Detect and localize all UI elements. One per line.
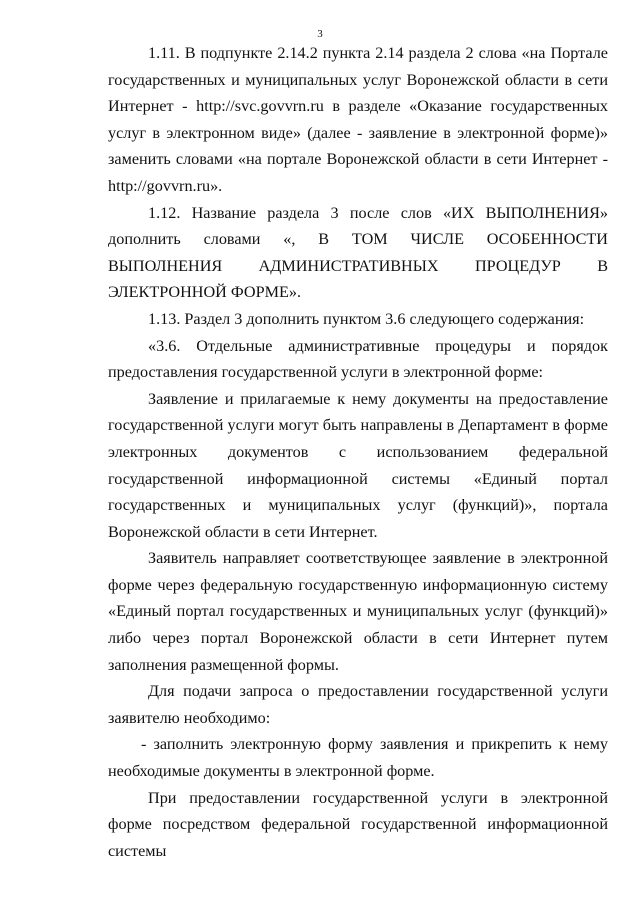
paragraph-request-requirements: Для подачи запроса о предоставлении государственной услуги заявителю необходимо: <box>108 682 608 727</box>
paragraph-fill-form-item: - заполнить электронную форму заявления и прикрепить к нему необходимые документы в электронной форме. <box>108 735 608 781</box>
page-number: 3 <box>317 28 323 40</box>
paragraph-1-13: 1.13. Раздел 3 дополнить пунктом 3.6 следующего содержания: <box>148 309 585 328</box>
paragraph-applicant-submission: Заявитель направляет соответствующее заявление в электронной форме через федеральную государственную информационную систему «Единый портал государственных и муниципальных услуг (функций)» либо через портал Воронежской области в сети Интернет путем заполнения размещенной формы. <box>108 549 608 674</box>
document-body <box>108 40 608 864</box>
paragraph-1-11: 1.11. В подпункте 2.14.2 пункта 2.14 раздела 2 слова «на Портале государственных и муниципальных услуг Воронежской области в сети Интернет - http://svc.govvrn.ru в разделе «Оказание государственных услуг в электронном виде» (далее - заявление в электронной форме)» заменить словами «на портале Воронежской области в сети Интернет - http://govvrn.ru». <box>108 44 608 195</box>
paragraph-provision-via-system: При предоставлении государственной услуги в электронной форме посредством федеральной государственной информационной системы <box>108 788 608 860</box>
paragraph-3-6-heading: «3.6. Отдельные административные процедуры и порядок предоставления государственной услуги в электронной форме: <box>108 336 608 382</box>
paragraph-1-12: 1.12. Название раздела 3 после слов «ИХ ВЫПОЛНЕНИЯ» дополнить словами «, В ТОМ ЧИСЛЕ ОСОБЕННОСТИ ВЫПОЛНЕНИЯ АДМИНИСТРАТИВНЫХ ПРОЦЕДУР В ЭЛЕКТРОННОЙ ФОРМЕ». <box>108 203 608 302</box>
paragraph-electronic-documents: Заявление и прилагаемые к нему документы на предоставление государственной услуги могут быть направлены в Департамент в форме электронных документов с использованием федеральной государственной информационной системы «Единый портал государственных и муниципальных услуг (функций)», портала Воронежской области в сети Интернет. <box>108 389 608 541</box>
